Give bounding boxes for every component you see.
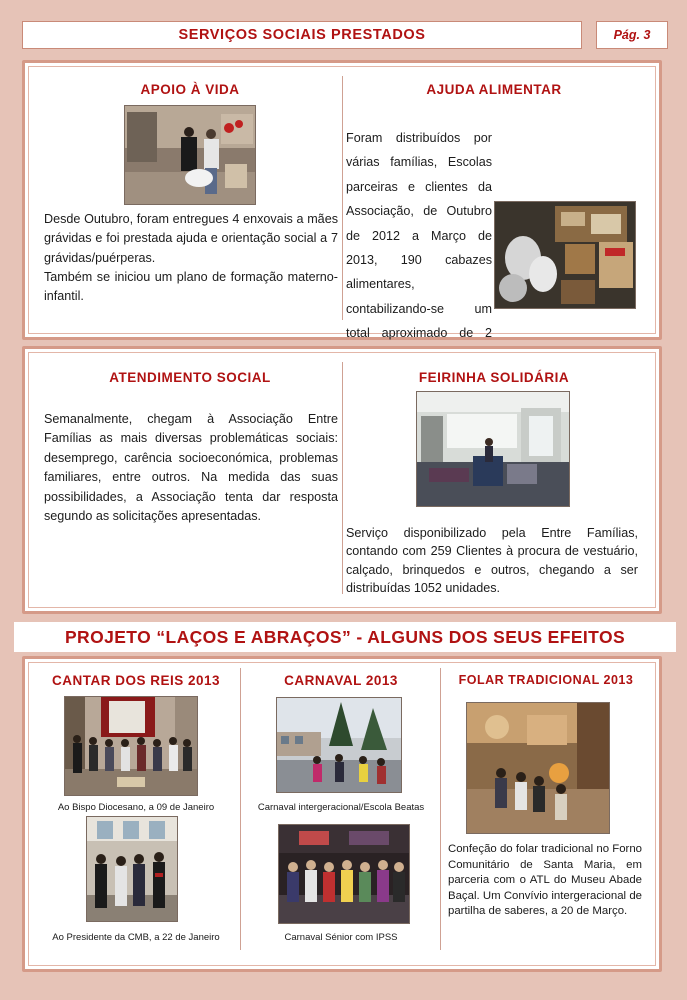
feirinha-photo: [416, 391, 570, 507]
carnaval-photo-2: [278, 824, 410, 924]
atendimento-social-title: ATENDIMENTO SOCIAL: [109, 370, 271, 385]
reis-photo-1: [64, 696, 198, 796]
reis-caption-1: Ao Bispo Diocesano, a 09 de Janeiro: [57, 802, 215, 813]
feirinha-text: Serviço disponibilizado pela Entre Famílias, contando com 259 Clientes à procura de vestuário, calçado, brinquedos e outros, chegando a ser distribuídas 1052 unidades.: [346, 526, 638, 596]
apoio-vida-title: APOIO À VIDA: [140, 82, 240, 97]
page-number: Pág. 3: [613, 28, 651, 42]
carnaval-title: CARNAVAL 2013: [284, 673, 398, 688]
cantar-reis-title: CANTAR DOS REIS 2013: [51, 673, 221, 688]
folar-text: Confeção do folar tradicional no Forno Comunitário de Santa Maria, em parceria com o ATL do Museu Abade Baçal. Um Convívio intergeracional de partilha de saberes, a 20 de Março.: [448, 843, 642, 918]
page-number-box: [596, 21, 668, 49]
divider: [440, 668, 441, 950]
apoio-vida-photo: [124, 105, 256, 205]
reis-photo-2: [86, 816, 178, 922]
ajuda-alimentar-title: AJUDA ALIMENTAR: [426, 82, 562, 97]
apoio-vida-text: Desde Outubro, foram entregues 4 enxovais a mães grávidas e foi prestada ajuda e orientação social a 7 grávidas/puérperas.: [44, 212, 338, 265]
atendimento-social-text: Semanalmente, chegam à Associação Entre Famílias as mais diversas problemáticas sociais: desemprego, carência socioeconómica, problemas familiares, entre outros. Na medida das suas possibilidades, a Associação tenta dar resposta segundo as solicitações apresentadas.: [44, 412, 338, 524]
projeto-title: PROJETO “LAÇOS E ABRAÇOS” - ALGUNS DOS SEUS EFEITOS: [64, 626, 626, 647]
folar-title: FOLAR TRADICIONAL 2013: [458, 673, 634, 687]
carnaval-caption-2: Carnaval Sénior com IPSS: [284, 932, 398, 943]
apoio-vida-text-2: Também se iniciou um plano de formação materno-infantil.: [44, 270, 338, 304]
carnaval-photo-1: [276, 697, 402, 793]
reis-caption-2: Ao Presidente da CMB, a 22 de Janeiro: [52, 932, 220, 943]
section-header: [22, 21, 582, 49]
folar-photo: [466, 702, 610, 834]
divider: [342, 76, 343, 320]
ajuda-alimentar-text: Foram distribuídos por várias famílias, Escolas parceiras e clientes da Associação, de Outubro de 2012 a Março de 2013, 190 cabazes alimentares, contabilizando-se um total aproximado de 2: [346, 131, 492, 341]
divider: [342, 362, 343, 594]
divider: [240, 668, 241, 950]
feirinha-solidaria-title: FEIRINHA SOLIDÁRIA: [418, 370, 570, 385]
carnaval-caption-1: Carnaval intergeracional/Escola Beatas: [257, 802, 425, 813]
page-title: SERVIÇOS SOCIAIS PRESTADOS: [178, 27, 426, 43]
projeto-banner: [14, 622, 676, 652]
